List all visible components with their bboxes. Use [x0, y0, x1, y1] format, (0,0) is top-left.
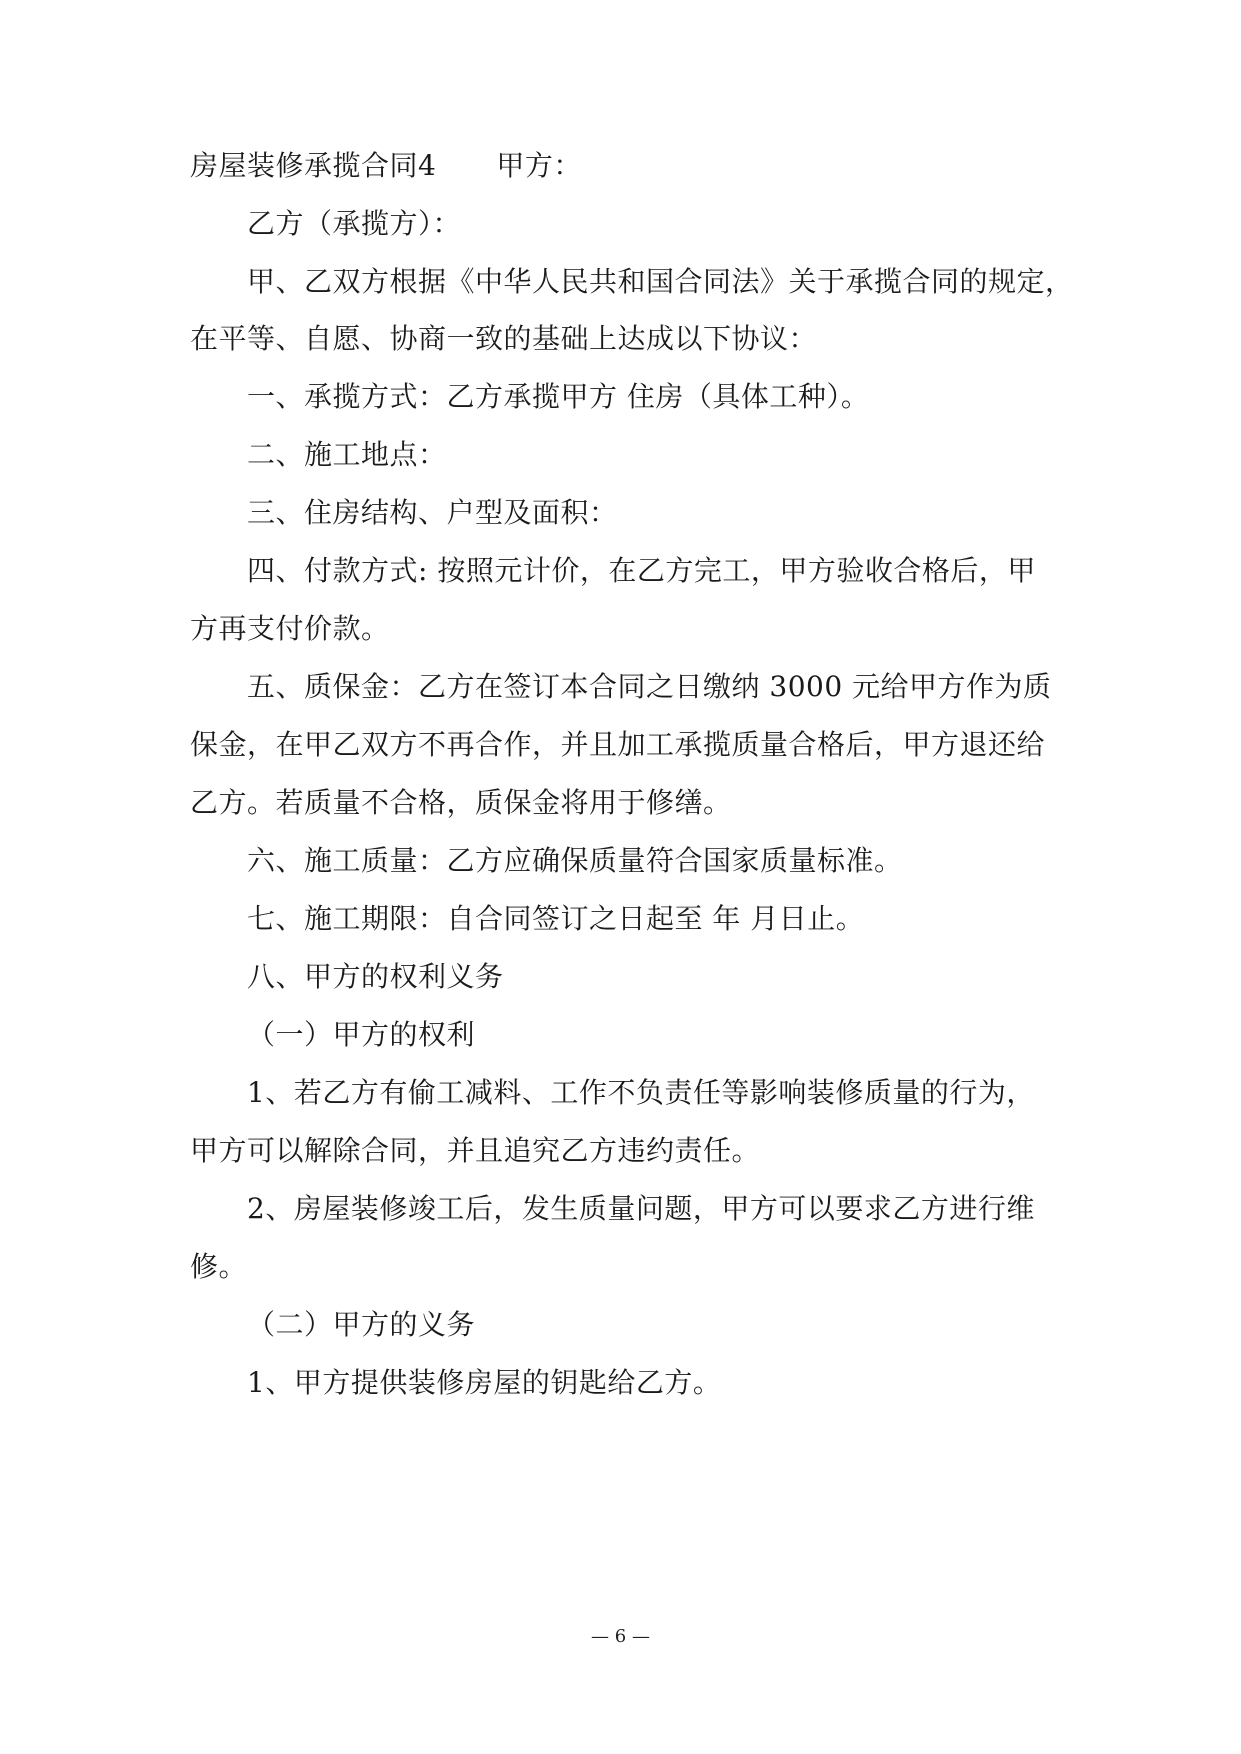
right-1-line-2: 甲方可以解除合同，并且追究乙方违约责任。	[190, 1134, 761, 1167]
clause-7: 七、施工期限：自合同签订之日起至 年 月日止。	[247, 902, 865, 935]
title-line	[190, 146, 1070, 186]
clause-1: 一、承揽方式：乙方承揽甲方 住房（具体工种）。	[247, 380, 870, 413]
duty-1: 1、甲方提供装修房屋的钥匙给乙方。	[247, 1366, 722, 1399]
clause-8-heading: 八、甲方的权利义务	[247, 960, 504, 993]
subsection-duties-heading: （二）甲方的义务	[247, 1308, 476, 1341]
clause-4-line-2: 方再支付价款。	[190, 612, 390, 645]
right-2-line-1: 2、房屋装修竣工后，发生质量问题，甲方可以要求乙方进行维	[247, 1192, 1035, 1225]
clause-5-line-1: 五、质保金：乙方在签订本合同之日缴纳 3000 元给甲方作为质	[247, 670, 1052, 703]
party-a-label: 甲方：	[496, 149, 582, 182]
clause-5-line-2: 保金，在甲乙双方不再合作，并且加工承揽质量合格后，甲方退还给	[190, 728, 1046, 761]
clause-6: 六、施工质量：乙方应确保质量符合国家质量标准。	[247, 844, 903, 877]
clause-2: 二、施工地点：	[247, 438, 447, 471]
clause-5-line-3: 乙方。若质量不合格，质保金将用于修缮。	[190, 786, 732, 819]
right-2-line-2: 修。	[190, 1250, 248, 1283]
intro-line-2: 在平等、自愿、协商一致的基础上达成以下协议：	[190, 322, 818, 355]
party-b-label: 乙方（承揽方）：	[247, 207, 462, 240]
right-1-line-1: 1、若乙方有偷工减料、工作不负责任等影响装修质量的行为，	[247, 1076, 1035, 1109]
intro-line-1: 甲、乙双方根据《中华人民共和国合同法》关于承揽合同的规定，	[247, 265, 1074, 298]
document-title: 房屋装修承揽合同4	[190, 149, 437, 182]
subsection-rights-heading: （一）甲方的权利	[247, 1018, 476, 1051]
clause-3: 三、住房结构、户型及面积：	[247, 496, 618, 529]
page-number: — 6 —	[591, 1626, 650, 1647]
clause-4-line-1: 四、付款方式: 按照元计价，在乙方完工，甲方验收合格后，甲	[247, 554, 1036, 587]
